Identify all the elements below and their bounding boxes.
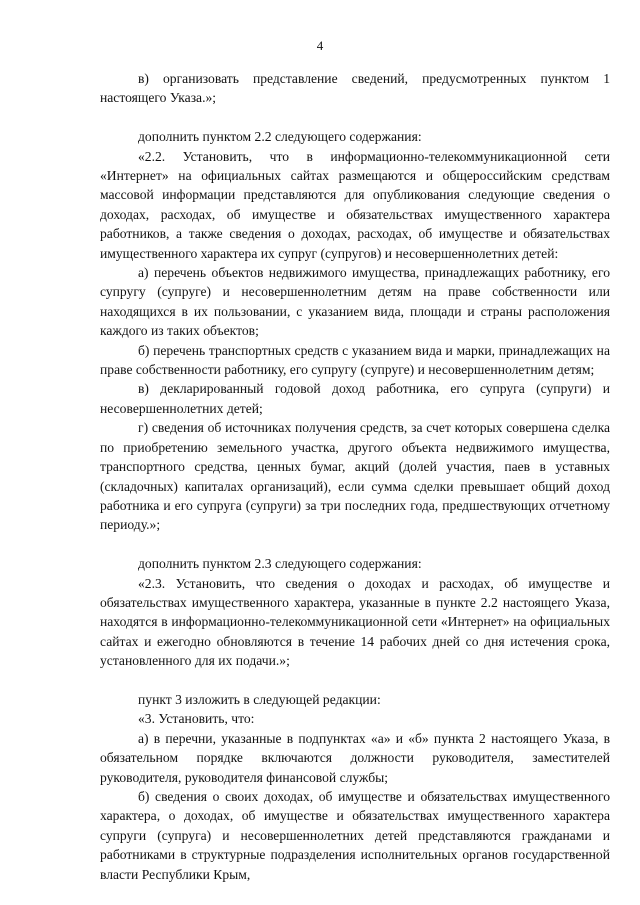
paragraph: дополнить пунктом 2.3 следующего содержания:: [138, 556, 422, 572]
paragraph: в) организовать представление сведений, предусмотренных пунктом 1 настоящего Указа.»;: [100, 71, 610, 106]
paragraph: б) перечень транспортных средств с указанием вида и марки, принадлежащих на праве собственности работнику, его супругу (супруге) и несовершеннолетним детям;: [100, 342, 610, 378]
paragraph: в) декларированный годовой доход работника, его супруга (супруги) и несовершеннолетних детей;: [100, 381, 610, 416]
page-number: 4: [316, 38, 324, 53]
paragraph: пункт 3 изложить в следующей редакции:: [138, 691, 381, 707]
document-body: [100, 69, 610, 884]
paragraph: а) перечень объектов недвижимого имущества, принадлежащих работнику, его супругу (супруге) и несовершеннолетним детям на праве собственности или находящихся в их пользовании, с указанием вида, площади и страны расположения каждого из таких объектов;: [100, 265, 610, 339]
paragraph: б) сведения о своих доходах, об имуществе и обязательствах имущественного характера, о доходах, об имуществе и обязательствах имущественного характера супруги (супруга) и несовершеннолетних детей представляются гражданами и работниками в структурные подразделения исполнительных органов государственной власти Республики Крым,: [100, 788, 610, 882]
paragraph: «3. Установить, что:: [138, 711, 255, 727]
paragraph: а) в перечни, указанные в подпунктах «а» и «б» пункта 2 настоящего Указа, в обязательном порядке включаются должности руководителя, заместителей руководителя, руководителя финансовой службы;: [100, 730, 610, 785]
paragraph: «2.3. Установить, что сведения о доходах и расходах, об имуществе и обязательствах имущественного характера, указанные в пункте 2.2 настоящего Указа, находятся в информационно-телекоммуникационной сети «Интернет» на официальных сайтах и ежегодно обновляются в течение 14 рабочих дней со дня истечения срока, установленного для их подачи.»;: [100, 575, 610, 669]
paragraph: дополнить пунктом 2.2 следующего содержания:: [138, 129, 422, 145]
paragraph: «2.2. Установить, что в информационно-телекоммуникационной сети «Интернет» на официальных сайтах размещаются и общероссийским средствам массовой информации представляются для опубликования следующие сведения о доходах, расходах, об имуществе и обязательствах имущественного характера работников, а также сведения о доходах, расходах, об имуществе и обязательствах имущественного характера их супруг (супругов) и несовершеннолетних детей:: [100, 148, 610, 261]
paragraph: г) сведения об источниках получения средств, за счет которых совершена сделка по приобретению земельного участка, другого объекта недвижимого имущества, транспортного средства, ценных бумаг, акций (долей участия, паев в уставных (складочных) капиталах организаций), если сумма сделки превышает общий доход работника и его супруга (супруги) за три последних года, предшествующих отчетному периоду.»;: [100, 420, 610, 533]
